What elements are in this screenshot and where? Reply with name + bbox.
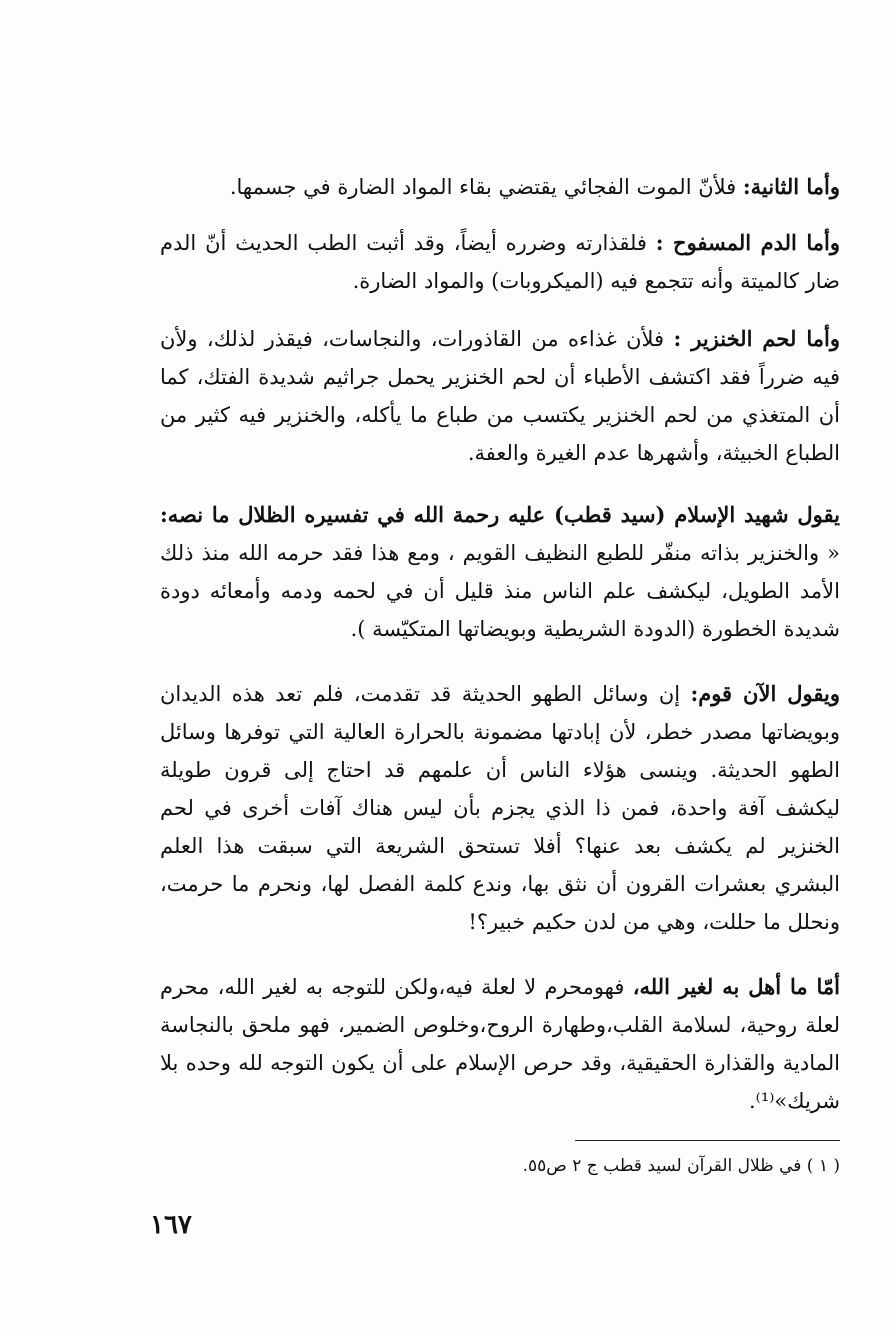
paragraph-lead: وأما لحم الخنزير : [673,326,840,351]
paragraph-text: فلأنّ الموت الفجائي يقتضي بقاء المواد الضارة في جسمها. [229,175,737,199]
footnote: ( ١ ) في ظلال القرآن لسيد قطب ج ٢ ص٥٥. [522,1156,840,1176]
paragraph-second-reason [160,168,840,206]
paragraph-lead: يقول شهيد الإسلام (سيد قطب) عليه رحمة الله في تفسيره الظلال ما نصه: [160,502,840,527]
paragraph-text: فلأن غذاءه من القاذورات، والنجاسات، فيقذر لذلك، ولأن فيه ضرراً فقد اكتشف الأطباء أن لحم الخنزير يحمل جراثيم شديدة الفتك، كما أن المتغذي من لحم الخنزير يكتسب من طباع ما يأكله، والخنزير فيه كثير من الطباع الخبيثة، وأشهرها عدم الغيرة والعفة. [160,327,840,465]
paragraph-lead: ويقول الآن قوم: [690,681,840,706]
paragraph-modern-cooking [160,675,840,941]
paragraph-pork [160,320,840,472]
paragraph-lead: وأما الدم المسفوح : [655,230,840,255]
page-number: ١٦٧ [150,1210,192,1240]
paragraph-sayyid-qutb-quote [160,496,840,648]
paragraph-text: إن وسائل الطهو الحديثة قد تقدمت، فلم تعد هذه الديدان وبويضاتها مصدر خطر، لأن إبادتها مضمونة بالحرارة العالية التي توفرها وسائل الطهو الحديثة. وينسى هؤلاء الناس أن علمهم قد احتاج إلى قرون طويلة ليكشف آفة واحدة، فمن ذا الذي يجزم بأن ليس هناك آفات أخرى في لحم الخنزير لم يكشف بعد عنها؟ أفلا تستحق الشريعة التي سبقت هذا العلم البشري بعشرات القرون أن نثق بها، وندع كلمة الفصل لها، ونحرم ما حرمت، ونحلل ما حللت، وهي من لدن حكيم خبير؟! [160,682,840,934]
paragraph-text: فهومحرم لا لعلة فيه،ولكن للتوجه به لغير الله، محرم لعلة روحية، لسلامة القلب،وطهارة الروح،وخلوص الضمير، فهو ملحق بالنجاسة المادية والقذارة الحقيقية، وقد حرص الإسلام على أن يكون التوجه لله وحده بلا شريك»⁽¹⁾. [160,975,840,1113]
paragraph-lead: أمّا ما أهل به لغير الله، [632,974,840,999]
paragraph-text: فلقذارته وضرره أيضاً، وقد أثبت الطب الحديث أنّ الدم ضار كالميتة وأنه تتجمع فيه (الميكروبات) والمواد الضارة. [160,231,840,293]
footnote-divider [575,1140,840,1141]
paragraph-spilled-blood [160,224,840,300]
paragraph-text: « والخنزير بذاته منفّر للطبع النظيف القويم ، ومع هذا فقد حرمه الله منذ ذلك الأمد الطويل، ليكشف علم الناس منذ قليل أن في لحمه ودمه وأمعائه دودة شديدة الخطورة (الدودة الشريطية وبويضاتها المتكيّسة ). [160,541,840,641]
paragraph-dedicated-to-other [160,968,840,1120]
paragraph-lead: وأما الثانية: [742,174,840,199]
